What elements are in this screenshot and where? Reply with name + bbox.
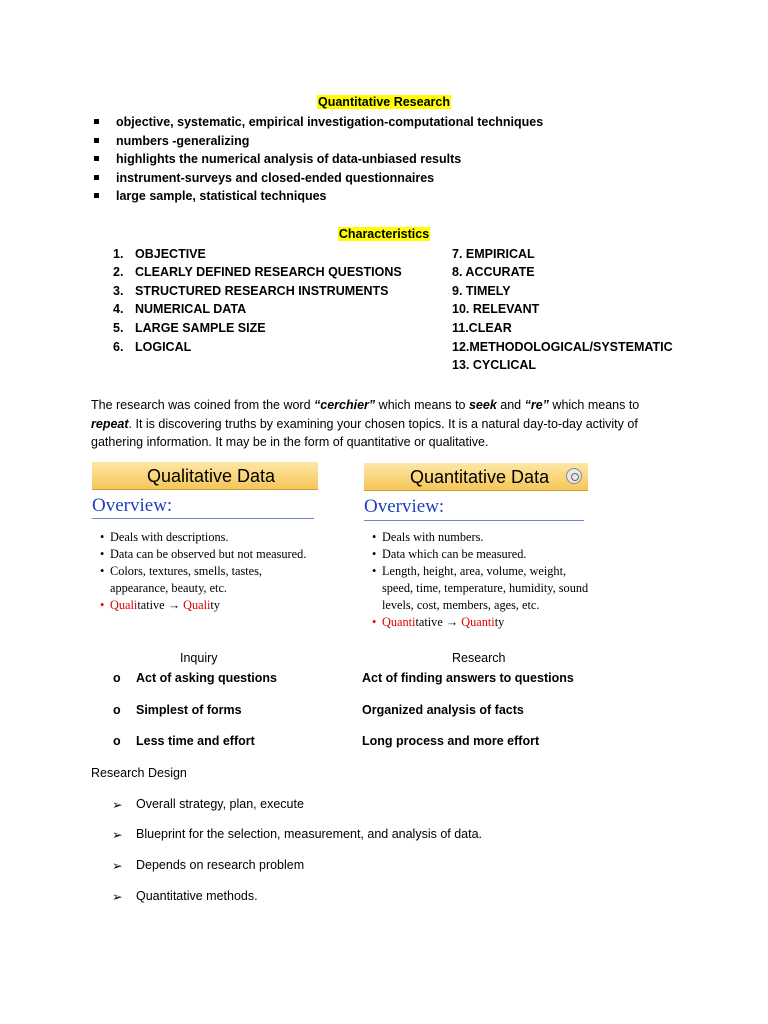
qualitative-data-image: [92, 462, 318, 622]
list-item: 6. LOGICAL: [113, 340, 192, 354]
square-bullet-icon: [94, 175, 99, 180]
research-item: Long process and more effort: [362, 734, 540, 748]
list-item: instrument-surveys and closed-ended questionnaires: [116, 171, 434, 185]
list-item: ➢ Depends on research problem: [112, 858, 305, 873]
research-item: Organized analysis of facts: [362, 703, 524, 717]
list-item: ➢ Overall strategy, plan, execute: [112, 797, 304, 812]
square-bullet-icon: [94, 119, 99, 124]
quantitative-data-image: [364, 463, 588, 633]
list-item: highlights the numerical analysis of data-unbiased results: [116, 152, 461, 166]
square-bullet-icon: [94, 193, 99, 198]
qualitative-header: Qualitative Data: [92, 462, 318, 490]
arrow-bullet-icon: ➢: [112, 890, 123, 904]
inquiry-item: Act of asking questions: [136, 671, 277, 685]
list-item: 4. NUMERICAL DATA: [113, 302, 247, 316]
list-item: • Deals with numbers.: [372, 530, 484, 544]
list-item: 10. RELEVANT: [452, 302, 540, 316]
list-item: • Colors, textures, smells, tastes,: [100, 564, 262, 578]
arrow-bullet-icon: ➢: [112, 828, 123, 842]
body-paragraph: The research was coined from the word “cerchier” which means to seek and “re” which means to repeat. It is discovering truths by examining your chosen topics. It is a natural day-to-day activity of gathering information. It may be in the form of quantitative or qualitative.: [91, 398, 640, 449]
arrow-bullet-icon: ➢: [112, 798, 123, 812]
list-item: 5. LARGE SAMPLE SIZE: [113, 321, 266, 335]
list-item: • Length, height, area, volume, weight,: [372, 564, 567, 578]
inquiry-item: Simplest of forms: [136, 703, 242, 717]
list-item: • Qualitative → Quality: [100, 598, 220, 612]
arrow-bullet-icon: ➢: [112, 859, 123, 873]
circle-bullet-icon: o: [113, 734, 121, 748]
circle-bullet-icon: o: [113, 671, 121, 685]
list-item: ➢ Blueprint for the selection, measurement, and analysis of data.: [112, 827, 483, 842]
list-item: 7. EMPIRICAL: [452, 247, 535, 261]
list-item: objective, systematic, empirical investigation-computational techniques: [116, 115, 543, 129]
list-item: 11.CLEAR: [452, 321, 512, 335]
list-item: large sample, statistical techniques: [116, 189, 327, 203]
research-heading: Research: [452, 651, 506, 665]
list-item: ➢ Quantitative methods.: [112, 889, 258, 904]
characteristics-heading: Characteristics: [338, 227, 430, 241]
list-item: • Quantitative → Quantity: [372, 615, 505, 629]
square-bullet-icon: [94, 156, 99, 161]
list-item: 13. CYCLICAL: [452, 358, 537, 372]
title-text: Quantitative Research: [318, 95, 450, 109]
list-item: 3. STRUCTURED RESEARCH INSTRUMENTS: [113, 284, 389, 298]
list-item: speed, time, temperature, humidity, sound: [382, 581, 589, 595]
page-title: [0, 95, 768, 109]
divider: [92, 518, 314, 519]
list-item: • Deals with descriptions.: [100, 530, 229, 544]
list-item: • Data can be observed but not measured.: [100, 547, 307, 561]
quantitative-header: Quantitative Data: [364, 463, 588, 491]
research-design-heading: Research Design: [91, 766, 187, 780]
inquiry-item: Less time and effort: [136, 734, 255, 748]
list-item: 8. ACCURATE: [452, 265, 535, 279]
overview-heading: Overview:: [364, 496, 445, 517]
circle-bullet-icon: o: [113, 703, 121, 717]
list-item: 2. CLEARLY DEFINED RESEARCH QUESTIONS: [113, 265, 402, 279]
list-item: numbers -generalizing: [116, 134, 249, 148]
list-item: • Data which can be measured.: [372, 547, 527, 561]
list-item: levels, cost, members, ages, etc.: [382, 598, 540, 612]
overview-heading: Overview:: [92, 495, 173, 516]
settings-icon: [566, 468, 582, 484]
list-item: 12.METHODOLOGICAL/SYSTEMATIC: [452, 340, 673, 354]
inquiry-heading: Inquiry: [180, 651, 218, 665]
list-item: 1. OBJECTIVE: [113, 247, 206, 261]
list-item: appearance, beauty, etc.: [110, 581, 227, 595]
list-item: 9. TIMELY: [452, 284, 511, 298]
research-item: Act of finding answers to questions: [362, 671, 574, 685]
square-bullet-icon: [94, 138, 99, 143]
divider: [364, 520, 584, 521]
